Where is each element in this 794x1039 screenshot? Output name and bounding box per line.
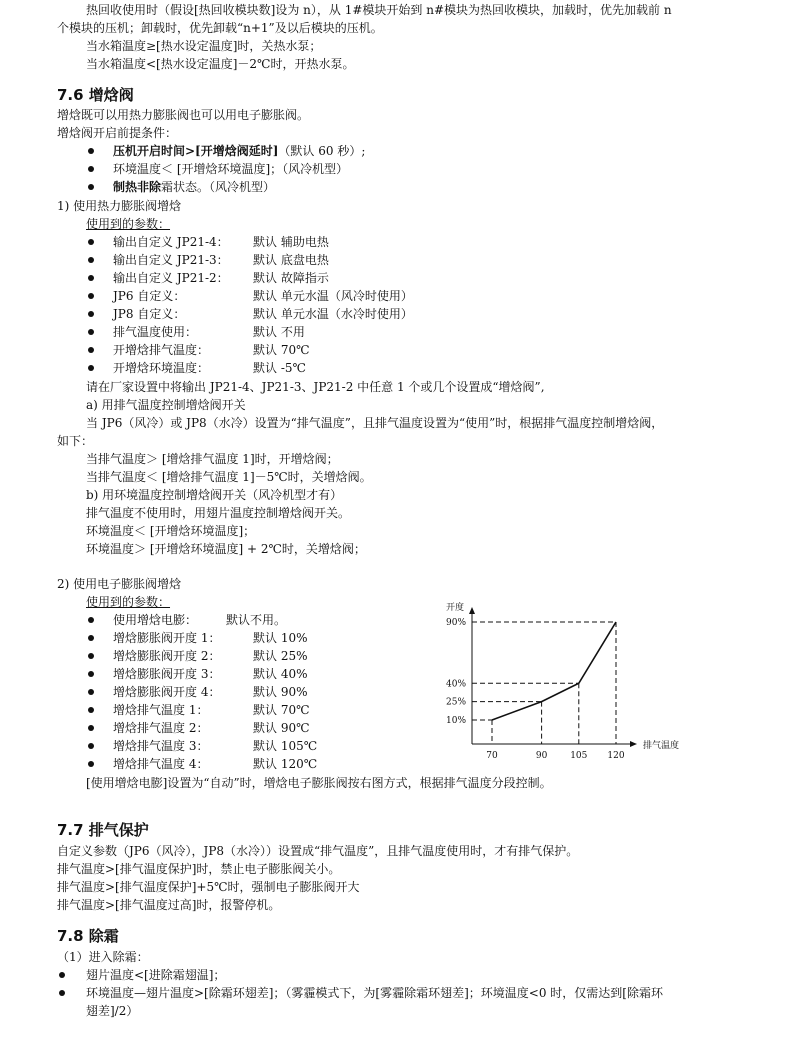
- bullet-icon: [88, 707, 94, 713]
- param-value: 默认 -5℃: [253, 361, 306, 375]
- bullet-icon: [88, 239, 94, 245]
- param-name: 增焓排气温度 2：: [113, 721, 209, 735]
- s76-note-2: [使用增焓电膨]设置为“自动”时，增焓电子膨胀阀按右图方式，根据排气温度分段控制。: [86, 776, 552, 790]
- intro-line-1: 热回收使用时（假设[热回收模块数]设为 n），从 1#模块开始到 n#模块为热回收模块，加载时，优先加载前 n: [86, 3, 672, 17]
- param-value: 默认 辅助电热: [253, 235, 329, 249]
- bullet-icon: [88, 653, 94, 659]
- param-name: 输出自定义 JP21-2：: [113, 271, 229, 285]
- s76-b-line-2: 环境温度＜ [开增焓环境温度]；: [86, 524, 256, 538]
- param-name: 增焓膨胀阀开度 3：: [113, 667, 221, 681]
- param-value: 默认 90℃: [253, 721, 310, 735]
- y-tick-label: 40%: [446, 679, 467, 690]
- s77-line-4: 排气温度>[排气温度过高]时，报警停机。: [57, 898, 281, 912]
- bullet-icon: [88, 725, 94, 731]
- bullet-icon: [59, 990, 65, 996]
- s76-a-para-2: 如下：: [57, 434, 94, 448]
- param-name: 增焓排气温度 3：: [113, 739, 209, 753]
- param-value: 默认不用。: [226, 613, 287, 627]
- x-tick-label: 120: [607, 751, 625, 761]
- s76-a-para-1: 当 JP6（风冷）或 JP8（水冷）设置为“排气温度”，且排气温度设置为“使用”时，根据排气温度控制增焓阀，: [86, 416, 664, 430]
- bullet-icon: [88, 365, 94, 371]
- param-value: 默认 120℃: [253, 757, 318, 771]
- x-tick-label: 105: [570, 751, 588, 761]
- s77-line-1: 自定义参数（JP6（风冷），JP8（水冷））设置成“排气温度”，且排气温度使用时，才有排气保护。: [57, 844, 579, 858]
- params-label-2: 使用到的参数：: [86, 595, 171, 609]
- s77-line-2: 排气温度>[排气温度保护]时，禁止电子膨胀阀关小。: [57, 862, 341, 876]
- param-name: 使用增焓电膨：: [113, 613, 198, 627]
- y-tick-label: 90%: [446, 618, 467, 628]
- s76-a-line-2: 当排气温度＜ [增焓排气温度 1]－5℃时，关增焓阀。: [86, 470, 372, 484]
- bullet-icon: [88, 689, 94, 695]
- param-name: 输出自定义 JP21-4：: [113, 235, 229, 249]
- param-value: 默认 105℃: [253, 739, 318, 753]
- s76-b-line-1: 排气温度不使用时，用翅片温度控制增焓阀开关。: [86, 506, 351, 520]
- y-axis-arrow-icon: [469, 607, 475, 614]
- s78-bullet-1: 翅片温度<[进除霜翅温]；: [86, 968, 226, 982]
- param-value: 默认 70℃: [253, 343, 310, 357]
- s76-a-title: a) 用排气温度控制增焓阀开关: [86, 398, 246, 412]
- intro-line-3: 当水箱温度≥[热水设定温度]时，关热水泵；: [86, 39, 322, 53]
- bullet-icon: [88, 148, 94, 154]
- param-name: 增焓膨胀阀开度 1：: [113, 631, 221, 645]
- s78-bullet-2a: 环境温度—翅片温度>[除霜环翅差]；（雾霾模式下，为[雾霾除霜环翅差]；环境温度<0 时，仅需达到[除霜环: [86, 986, 663, 1000]
- bullet-icon: [88, 275, 94, 281]
- s78-line-1: （1）进入除霜：: [57, 950, 149, 964]
- condition-text: （默认 60 秒）;: [278, 144, 366, 158]
- param-value: 默认 不用: [253, 325, 305, 339]
- series-line: [492, 622, 616, 720]
- param-value: 默认 底盘电热: [253, 253, 329, 267]
- bullet-icon: [88, 166, 94, 172]
- condition-text: 环境温度＜ [开增焓环境温度]；（风冷机型）: [113, 162, 349, 176]
- x-axis-arrow-icon: [630, 741, 637, 747]
- section-7-8-title: 7.8 除霜: [57, 927, 119, 945]
- s76-subsection-1: 1) 使用热力膨胀阀增焓: [57, 199, 182, 213]
- x-axis-label: 排气温度: [643, 741, 680, 751]
- x-tick-label: 70: [486, 751, 498, 761]
- param-name: JP8 自定义：: [113, 307, 186, 321]
- condition-item-1: [113, 143, 365, 159]
- s76-paragraph-1: 增焓既可以用热力膨胀阀也可以用电子膨胀阀。: [57, 108, 310, 122]
- param-value: 默认 40%: [253, 667, 308, 681]
- y-tick-label: 10%: [446, 716, 467, 726]
- bullet-icon: [88, 761, 94, 767]
- x-tick-label: 90: [535, 751, 548, 761]
- condition-item-3: [113, 179, 275, 195]
- y-tick-label: 25%: [446, 697, 467, 708]
- condition-text: 霜状态。（风冷机型）: [161, 180, 276, 194]
- param-value: 默认 70℃: [253, 703, 310, 717]
- s76-subsection-2: 2) 使用电子膨胀阀增焓: [57, 577, 182, 591]
- param-name: 增焓排气温度 4：: [113, 757, 209, 771]
- param-value: 默认 单元水温（水冷时使用）: [253, 307, 413, 321]
- bullet-icon: [88, 257, 94, 263]
- bullet-icon: [88, 293, 94, 299]
- condition-item-2: [113, 161, 348, 177]
- bullet-icon: [59, 972, 65, 978]
- intro-line-2: 个模块的压机；卸载时，优先卸载“n+1”及以后模块的压机。: [57, 21, 383, 35]
- param-name: JP6 自定义：: [113, 289, 186, 303]
- param-value: 默认 10%: [253, 631, 308, 645]
- param-name: 开增焓环境温度：: [113, 361, 210, 375]
- param-name: 增焓膨胀阀开度 4：: [113, 685, 221, 699]
- s76-b-title: b) 用环境温度控制增焓阀开关（风冷机型才有）: [86, 488, 343, 502]
- param-name: 输出自定义 JP21-3：: [113, 253, 229, 267]
- bullet-icon: [88, 184, 94, 190]
- s76-b-line-3: 环境温度＞ [开增焓环境温度] + 2℃时，关增焓阀；: [86, 542, 366, 556]
- section-7-6-title: 7.6 增焓阀: [57, 86, 134, 104]
- params-label-1: 使用到的参数：: [86, 217, 171, 231]
- bullet-icon: [88, 347, 94, 353]
- param-name: 增焓膨胀阀开度 2：: [113, 649, 221, 663]
- y-axis-label: 开度: [446, 603, 465, 613]
- param-value: 默认 25%: [253, 649, 308, 663]
- s76-paragraph-2: 增焓阀开启前提条件：: [57, 126, 178, 140]
- param-name: 增焓排气温度 1：: [113, 703, 209, 717]
- bullet-icon: [88, 311, 94, 317]
- s76-a-line-1: 当排气温度＞ [增焓排气温度 1]时，开增焓阀；: [86, 452, 339, 466]
- param-value: 默认 90%: [253, 685, 308, 699]
- s77-line-3: 排气温度>[排气温度保护]+5℃时，强制电子膨胀阀开大: [57, 880, 360, 894]
- bullet-icon: [88, 635, 94, 641]
- eev-opening-chart: [440, 598, 700, 768]
- s78-bullet-2b: 翅差]/2）: [86, 1004, 139, 1018]
- bullet-icon: [88, 743, 94, 749]
- bullet-icon: [88, 671, 94, 677]
- param-value: 默认 故障指示: [253, 271, 329, 285]
- param-name: 开增焓排气温度：: [113, 343, 210, 357]
- bullet-icon: [88, 329, 94, 335]
- param-name: 排气温度使用：: [113, 325, 198, 339]
- section-7-7-title: 7.7 排气保护: [57, 821, 149, 839]
- bullet-icon: [88, 617, 94, 623]
- condition-bold: 制热非除: [113, 180, 162, 194]
- condition-bold: 压机开启时间>[开增焓阀延时]: [113, 144, 279, 158]
- param-value: 默认 单元水温（风冷时使用）: [253, 289, 413, 303]
- intro-line-4: 当水箱温度<[热水设定温度]－2℃时，开热水泵。: [86, 57, 355, 71]
- s76-note-1: 请在厂家设置中将输出 JP21-4、JP21-3、JP21-2 中任意 1 个或几个设置成“增焓阀”,: [86, 380, 545, 394]
